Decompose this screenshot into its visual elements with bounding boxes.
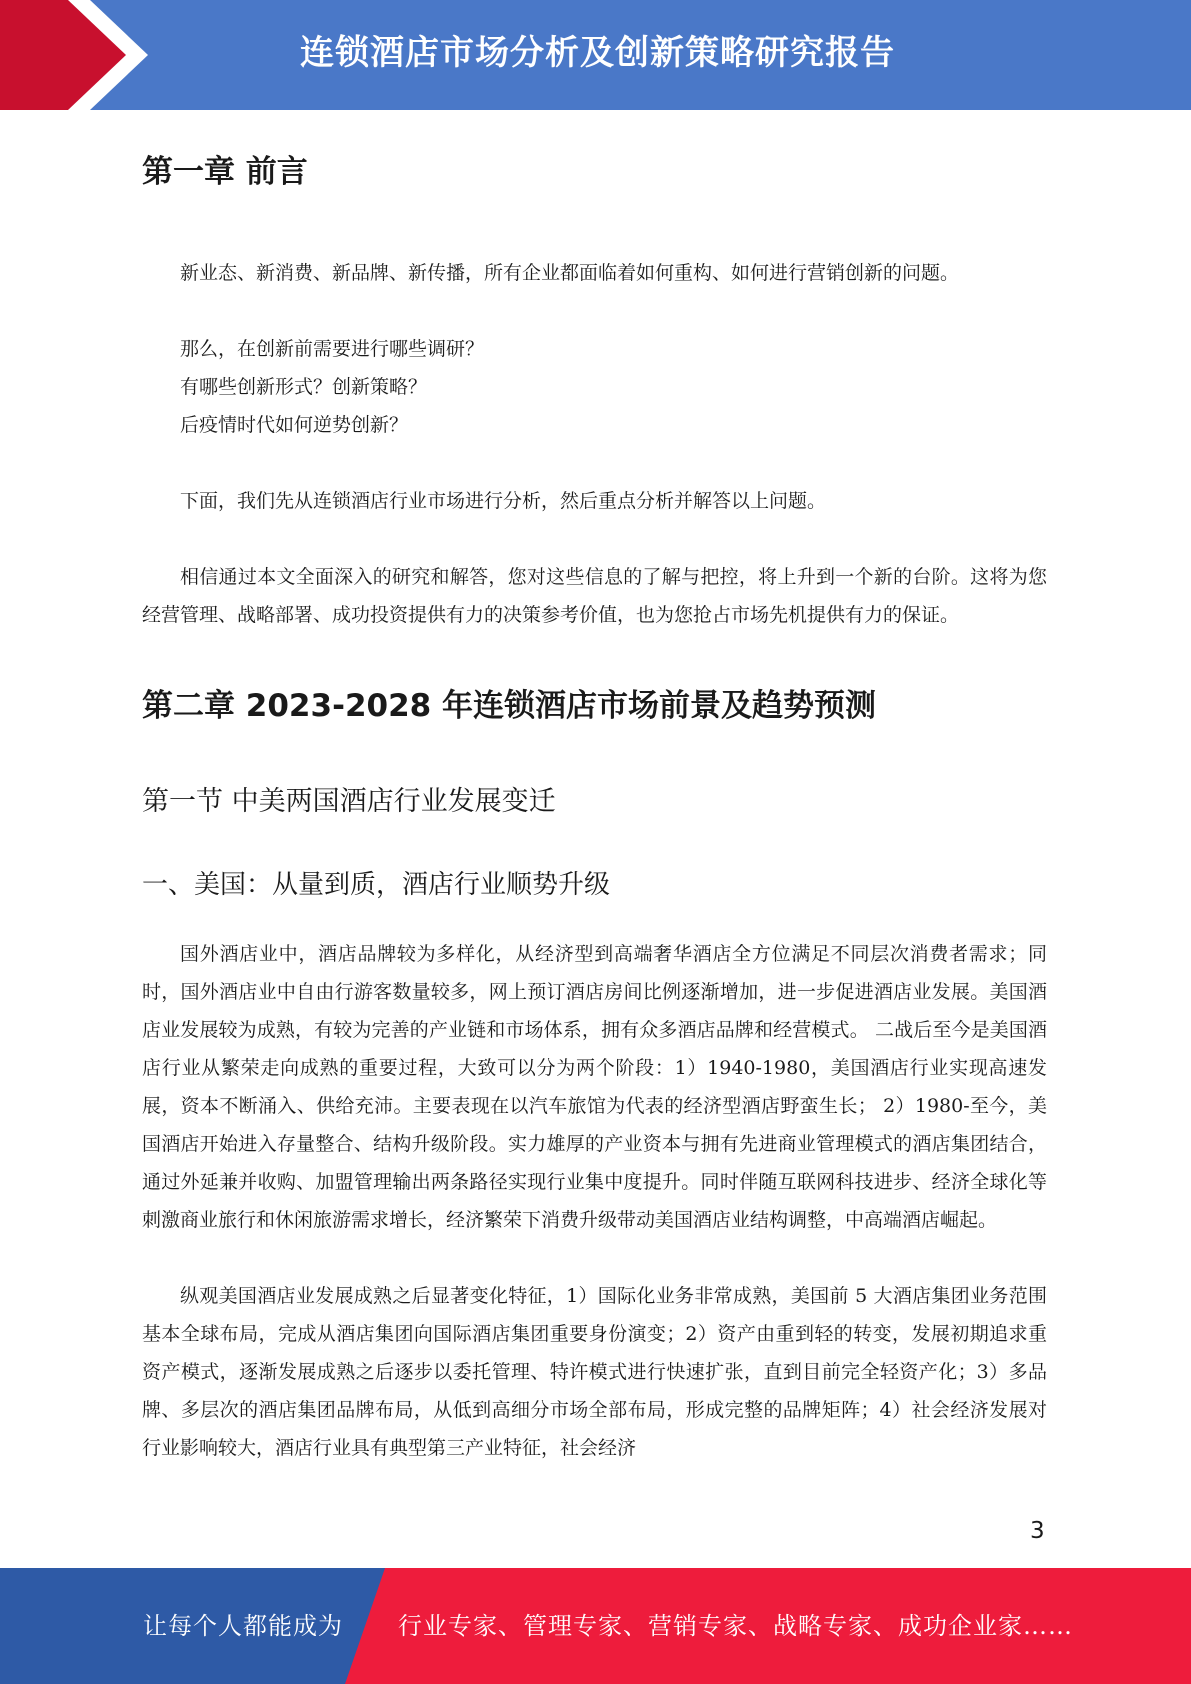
page-number: 3 bbox=[1030, 1518, 1045, 1544]
header-band bbox=[0, 0, 1191, 110]
subsection-1-title: 一、美国：从量到质，酒店行业顺势升级 bbox=[142, 870, 611, 900]
page-content bbox=[142, 130, 1047, 1467]
paragraph: 下面，我们先从连锁酒店行业市场进行分析，然后重点分析并解答以上问题。 bbox=[180, 490, 827, 512]
report-title: 连锁酒店市场分析及创新策略研究报告 bbox=[300, 33, 895, 73]
paragraph: 相信通过本文全面深入的研究和解答，您对这些信息的了解与把控，将上升到一个新的台阶。这将为您经营管理、战略部署、成功投资提供有力的决策参考价值，也为您抢占市场先机提供有力的保证。 bbox=[142, 566, 1047, 626]
footer-slogan-right: 行业专家、管理专家、营销专家、战略专家、成功企业家…… bbox=[398, 1612, 1073, 1640]
section-1-title: 第一节 中美两国酒店行业发展变迁 bbox=[142, 786, 556, 817]
chapter-2-title: 第二章 2023-2028 年连锁酒店市场前景及趋势预测 bbox=[142, 688, 877, 724]
question-line: 后疫情时代如何逆势创新？ bbox=[180, 414, 409, 436]
footer-slogan-left: 让每个人都能成为 bbox=[143, 1612, 343, 1640]
question-line: 有哪些创新形式？创新策略？ bbox=[180, 376, 428, 398]
chevron-arrow-icon bbox=[0, 0, 160, 110]
paragraph: 国外酒店业中，酒店品牌较为多样化，从经济型到高端奢华酒店全方位满足不同层次消费者需求；同时，国外酒店业中自由行游客数量较多，网上预订酒店房间比例逐渐增加，进一步促进酒店业发展。美国酒店业发展较为成熟，有较为完善的产业链和市场体系，拥有众多酒店品牌和经营模式。 二战后至今是美国酒店行业从繁荣走向成熟的重要过程，大致可以分为两个阶段：1）1940-1980，美国酒店行业实现高速发展，资本不断涌入、供给充沛。主要表现在以汽车旅馆为代表的经济型酒店野蛮生长； 2）1980-至今，美国酒店开始进入存量整合、结构升级阶段。实力雄厚的产业资本与拥有先进商业管理模式的酒店集团结合，通过外延兼并收购、加盟管理输出两条路径实现行业集中度提升。同时伴随互联网科技进步、经济全球化等刺激商业旅行和休闲旅游需求增长，经济繁荣下消费升级带动美国酒店业结构调整，中高端酒店崛起。 bbox=[142, 943, 1047, 1231]
footer-band bbox=[0, 1568, 1191, 1684]
chapter-1-title: 第一章 前言 bbox=[142, 154, 308, 190]
paragraph: 纵观美国酒店业发展成熟之后显著变化特征，1）国际化业务非常成熟，美国前 5 大酒店集团业务范围基本全球布局，完成从酒店集团向国际酒店集团重要身份演变；2）资产由重到轻的转变，发展初期追求重资产模式，逐渐发展成熟之后逐步以委托管理、特许模式进行快速扩张，直到目前完全轻资产化；3）多品牌、多层次的酒店集团品牌布局，从低到高细分市场全部布局，形成完整的品牌矩阵；4）社会经济发展对行业影响较大，酒店行业具有典型第三产业特征，社会经济 bbox=[142, 1285, 1047, 1459]
paragraph: 新业态、新消费、新品牌、新传播，所有企业都面临着如何重构、如何进行营销创新的问题。 bbox=[180, 262, 960, 284]
question-line: 那么，在创新前需要进行哪些调研？ bbox=[180, 338, 485, 360]
